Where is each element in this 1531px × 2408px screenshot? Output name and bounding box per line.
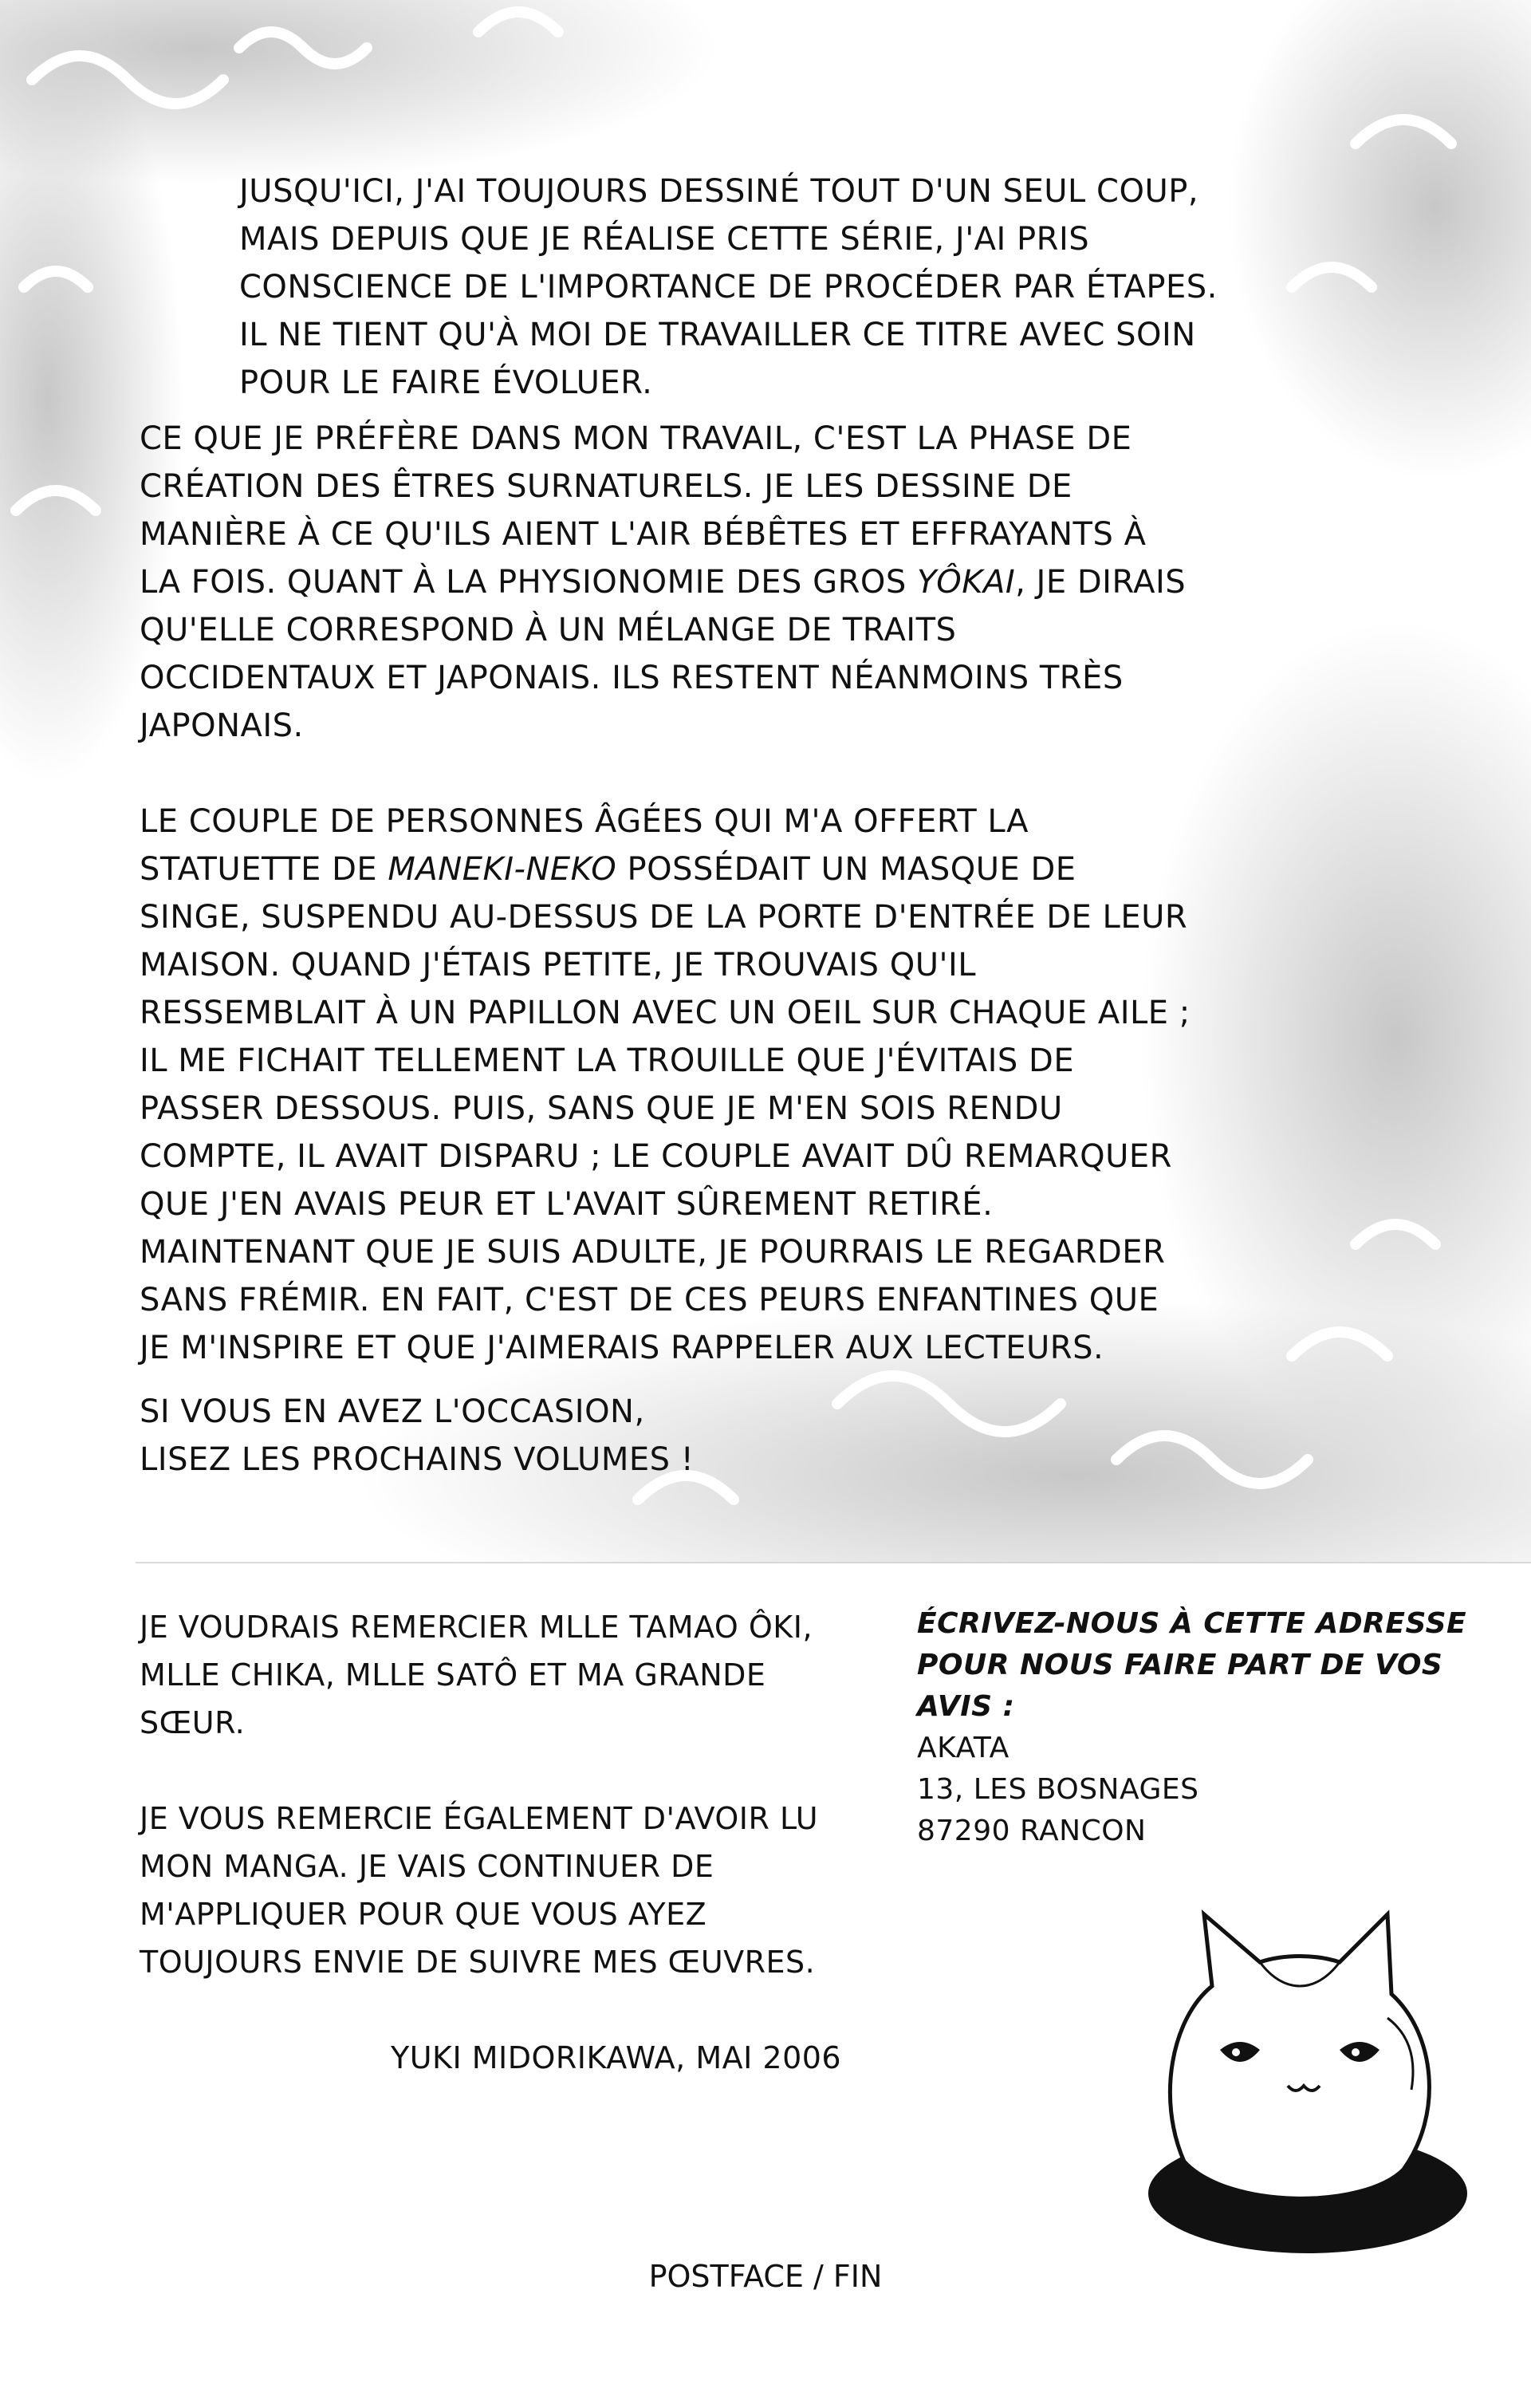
closing-line-1: SI VOUS EN AVEZ L'OCCASION,: [140, 1393, 645, 1430]
author-signature: YUKI MIDORIKAWA, MAI 2006: [391, 2040, 842, 2075]
contact-address: [917, 1603, 1475, 1852]
contact-street: 13, LES BOSNAGES: [917, 1773, 1199, 1806]
paragraph-creation-start: CE QUE JE PRÉFÈRE DANS MON TRAVAIL, C'EST LA PHASE DE CRÉATION DES ÊTRES SURNATURELS. JE LES DESSINE DE MANIÈRE À CE QU'ILS AIENT L'AIR BÉBÊTES ET EFFRAYANTS À LA FOIS. QUANT À LA PHYSIONOMIE DES GROS: [140, 420, 1147, 601]
paragraph-creation: [140, 415, 1192, 750]
paragraph-mask-start: LE COUPLE DE PERSONNES ÂGÉES QUI M'A OFFERT LA STATUETTE DE: [140, 803, 1029, 888]
contact-city: 87290 RANCON: [917, 1815, 1147, 1847]
page-footer: POSTFACE / FIN: [648, 2259, 883, 2294]
contact-heading: ÉCRIVEZ-NOUS À CETTE ADRESSE POUR NOUS FAIRE PART DE VOS AVIS :: [917, 1607, 1467, 1723]
thanks-paragraph-2: JE VOUS REMERCIE ÉGALEMENT D'AVOIR LU MON MANGA. JE VAIS CONTINUER DE M'APPLIQUER POUR QUE VOUS AYEZ TOUJOURS ENVIE DE SUIVRE MES ŒUVRES.: [140, 1801, 819, 1980]
intro-paragraph: [239, 167, 1228, 407]
intro-text: JUSQU'ICI, J'AI TOUJOURS DESSINÉ TOUT D'UN SEUL COUP, MAIS DEPUIS QUE JE RÉALISE CETTE SÉRIE, J'AI PRIS CONSCIENCE DE L'IMPORTANCE DE PROCÉDER PAR ÉTAPES. IL NE TIENT QU'À MOI DE TRAVAILLER CE TITRE AVEC SOIN POUR LE FAIRE ÉVOLUER.: [239, 173, 1218, 401]
closing-line-2: LISEZ LES PROCHAINS VOLUMES !: [140, 1441, 695, 1478]
term-maneki-neko: MANEKI-NEKO: [388, 851, 617, 888]
paragraph-mask: [140, 798, 1192, 1372]
paragraph-creation-rest: , JE DIRAIS QU'ELLE CORRESPOND À UN MÉLANGE DE TRAITS OCCIDENTAUX ET JAPONAIS. ILS RESTENT NÉANMOINS TRÈS JAPONAIS.: [140, 564, 1187, 744]
contact-name: AKATA: [917, 1732, 1010, 1764]
cat-illustration: [1124, 1898, 1467, 2257]
term-yokai: YÔKAI: [917, 564, 1016, 601]
paragraph-mask-rest: POSSÉDAIT UN MASQUE DE SINGE, SUSPENDU AU-DESSUS DE LA PORTE D'ENTRÉE DE LEUR MAISON. QUAND J'ÉTAIS PETITE, JE TROUVAIS QU'IL RESSEMBLAIT À UN PAPILLON AVEC UN OEIL SUR CHAQUE AILE ; IL ME FICHAIT TELLEMENT LA TROUILLE QUE J'ÉVITAIS DE PASSER DESSOUS. PUIS, SANS QUE JE M'EN SOIS RENDU COMPTE, IL AVAIT DISPARU ; LE COUPLE AVAIT DÛ REMARQUER QUE J'EN AVAIS PEUR ET L'AVAIT SÛREMENT RETIRÉ. MAINTENANT QUE JE SUIS ADULTE, JE POURRAIS LE REGARDER SANS FRÉMIR. EN FAIT, C'EST DE CES PEURS ENFANTINES QUE JE M'INSPIRE ET QUE J'AIMERAIS RAPPELER AUX LECTEURS.: [140, 851, 1191, 1366]
main-text: [140, 415, 1192, 1484]
thanks-paragraph-1: JE VOUDRAIS REMERCIER MLLE TAMAO ÔKI, MLLE CHIKA, MLLE SATÔ ET MA GRANDE SŒUR.: [140, 1610, 813, 1740]
acknowledgements: [140, 1603, 825, 1986]
